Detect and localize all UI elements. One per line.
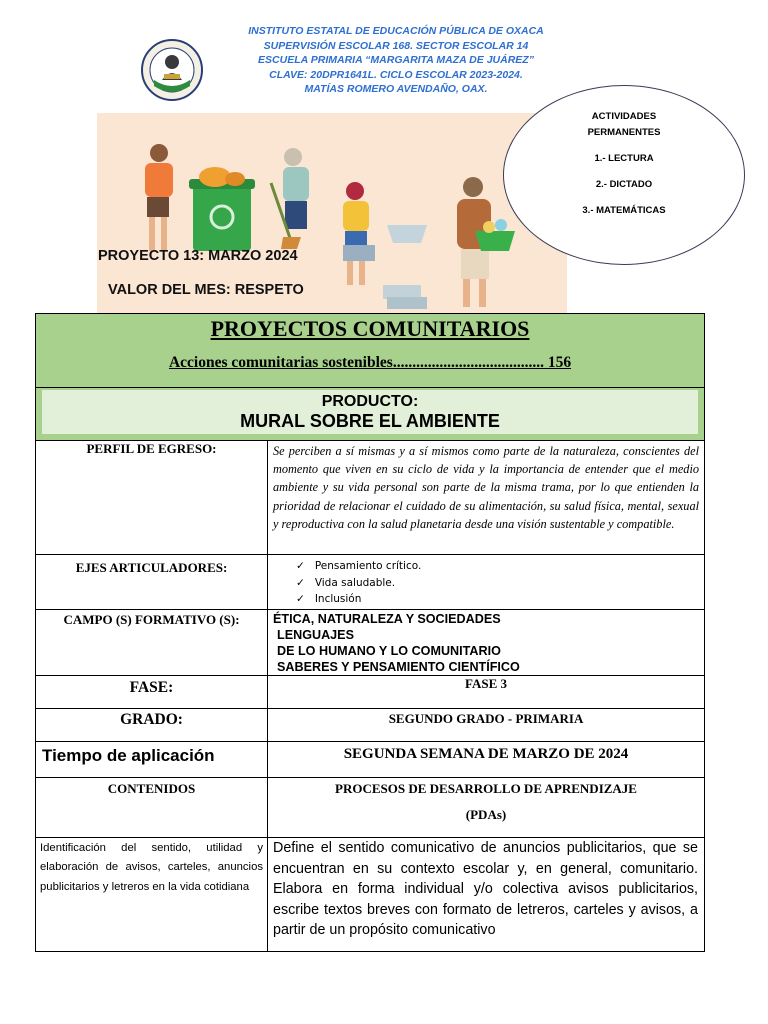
eje-item: ✓ Pensamiento crítico. [296,558,704,575]
ejes-label: EJES ARTICULADORES: [36,555,268,610]
grado-label: GRADO: [36,709,268,742]
header-line: SUPERVISIÓN ESCOLAR 168. SECTOR ESCOLAR 14 [263,39,529,52]
pda-label: PROCESOS DE DESARROLLO DE APRENDIZAJE [335,781,637,796]
actividades-title: ACTIVIDADES [591,111,657,122]
eje-item: ✓ Vida saludable. [296,575,704,592]
school-logo [140,36,204,104]
table-title: PROYECTOS COMUNITARIOS [210,316,530,341]
producto-row [36,388,705,441]
table-subtitle: Acciones comunitarias sostenibles....................................... 156 [168,354,572,371]
campo-item: ÉTICA, NATURALEZA Y SOCIEDADES [273,612,501,626]
valor-del-mes: VALOR DEL MES: RESPETO [108,282,304,298]
planning-table [35,313,705,952]
header-line: INSTITUTO ESTATAL DE EDUCACIÓN PÚBLICA DE OXACA [248,25,544,37]
ejes-cell [268,555,705,610]
campo-item: SABERES Y PENSAMIENTO CIENTÍFICO [277,660,520,674]
campo-item: LENGUAJES [277,628,354,642]
tiempo-value: SEGUNDA SEMANA DE MARZO DE 2024 [268,742,705,778]
perfil-text: Se perciben a sí mismas y a sí mismos como parte de la naturaleza, conscientes del momento que viven en su ciclo de vida y la importancia de entender que el medio ambiente y su vida personal son parte de la misma trama, por lo que entienden la prioridad de relacionar el cuidado de su alimentación, su salud física, mental, sexual y reproductiva con la salud planetaria desde una visión sustentable y compatible. [268,441,705,555]
header-line: ESCUELA PRIMARIA “MARGARITA MAZA DE JUÁREZ” [258,54,534,66]
producto-label: PRODUCTO: [321,393,419,410]
contenidos-label: CONTENIDOS [36,778,268,838]
grado-value: SEGUNDO GRADO - PRIMARIA [268,709,705,742]
actividad-item: 3.- MATEMÁTICAS [582,205,666,216]
tiempo-label: Tiempo de aplicación [36,742,268,778]
proyecto-title: PROYECTO 13: MARZO 2024 [98,248,298,264]
pda-abbr: (PDAs) [465,807,507,822]
actividades-permanentes [503,85,745,265]
school-header [200,24,592,97]
permanentes-title: PERMANENTES [587,127,661,138]
actividad-item: 2.- DICTADO [595,179,653,190]
producto-value: MURAL SOBRE EL AMBIENTE [240,411,500,431]
actividad-item: 1.- LECTURA [594,153,654,164]
campos-cell [268,610,705,676]
table-header [36,314,705,388]
perfil-label: PERFIL DE EGRESO: [36,441,268,555]
ejes-list [296,558,704,608]
pda-text: Define el sentido comunicativo de anuncios publicitarios, que se encuentran en su contexto escolar y, en general, comunitario. Elabora en forma individual y/o colectiva avisos publicitarios, escribe textos breves con formato de letreros, carteles y avisos, a partir de un propósito comunicativo [268,838,705,952]
contenido-text: Identificación del sentido, utilidad y elaboración de avisos, carteles, anuncios publicitarios y letreros en la vida cotidiana [36,838,268,952]
campo-label: CAMPO (S) FORMATIVO (S): [36,610,268,676]
fase-label: FASE: [36,676,268,709]
header-line: CLAVE: 20DPR1641L. CICLO ESCOLAR 2023-2024. [269,68,523,81]
header-line: MATÍAS ROMERO AVENDAÑO, OAX. [304,83,488,95]
eje-item: ✓ Inclusión [296,591,704,608]
campo-item: DE LO HUMANO Y LO COMUNITARIO [277,644,501,658]
fase-value: FASE 3 [268,676,705,709]
pda-header [268,778,705,838]
